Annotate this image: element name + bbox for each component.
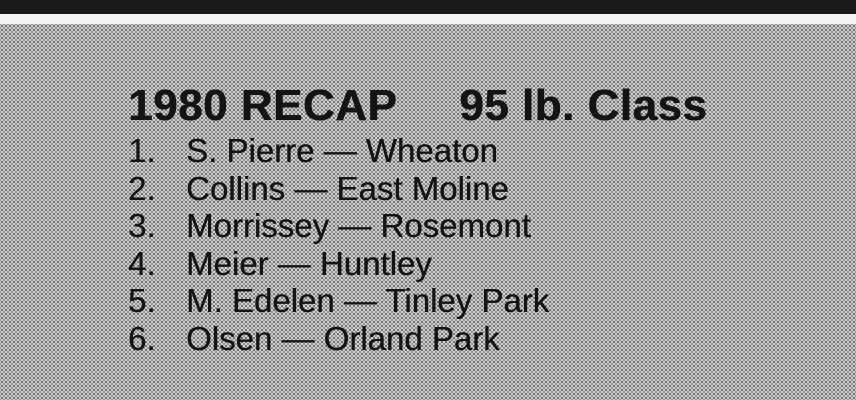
- result-rank: 6.: [128, 319, 156, 357]
- recap-box: [128, 80, 828, 357]
- result-row: [128, 207, 828, 245]
- result-row: [128, 320, 828, 358]
- result-row: [128, 132, 828, 170]
- recap-heading: [128, 80, 828, 132]
- result-rank: 3.: [128, 207, 156, 244]
- result-row: [128, 245, 828, 283]
- results-list: [128, 132, 828, 357]
- result-row: [128, 282, 828, 320]
- weight-class: 95 lb. Class: [459, 81, 708, 130]
- top-rule-divider: [0, 0, 856, 14]
- result-entry: Morrissey — Rosemont: [186, 207, 531, 244]
- result-rank: 2.: [128, 169, 156, 207]
- result-entry: Meier — Huntley: [186, 244, 432, 282]
- result-entry: M. Edelen — Tinley Park: [186, 282, 550, 319]
- result-entry: Collins — East Moline: [186, 169, 509, 207]
- result-rank: 1.: [128, 132, 156, 169]
- top-gap: [0, 14, 856, 24]
- result-rank: 4.: [128, 244, 156, 282]
- result-entry: S. Pierre — Wheaton: [186, 132, 498, 169]
- recap-title: 1980 RECAP: [128, 81, 398, 130]
- result-rank: 5.: [128, 282, 156, 319]
- result-entry: Olsen — Orland Park: [186, 319, 500, 357]
- result-row: [128, 170, 828, 208]
